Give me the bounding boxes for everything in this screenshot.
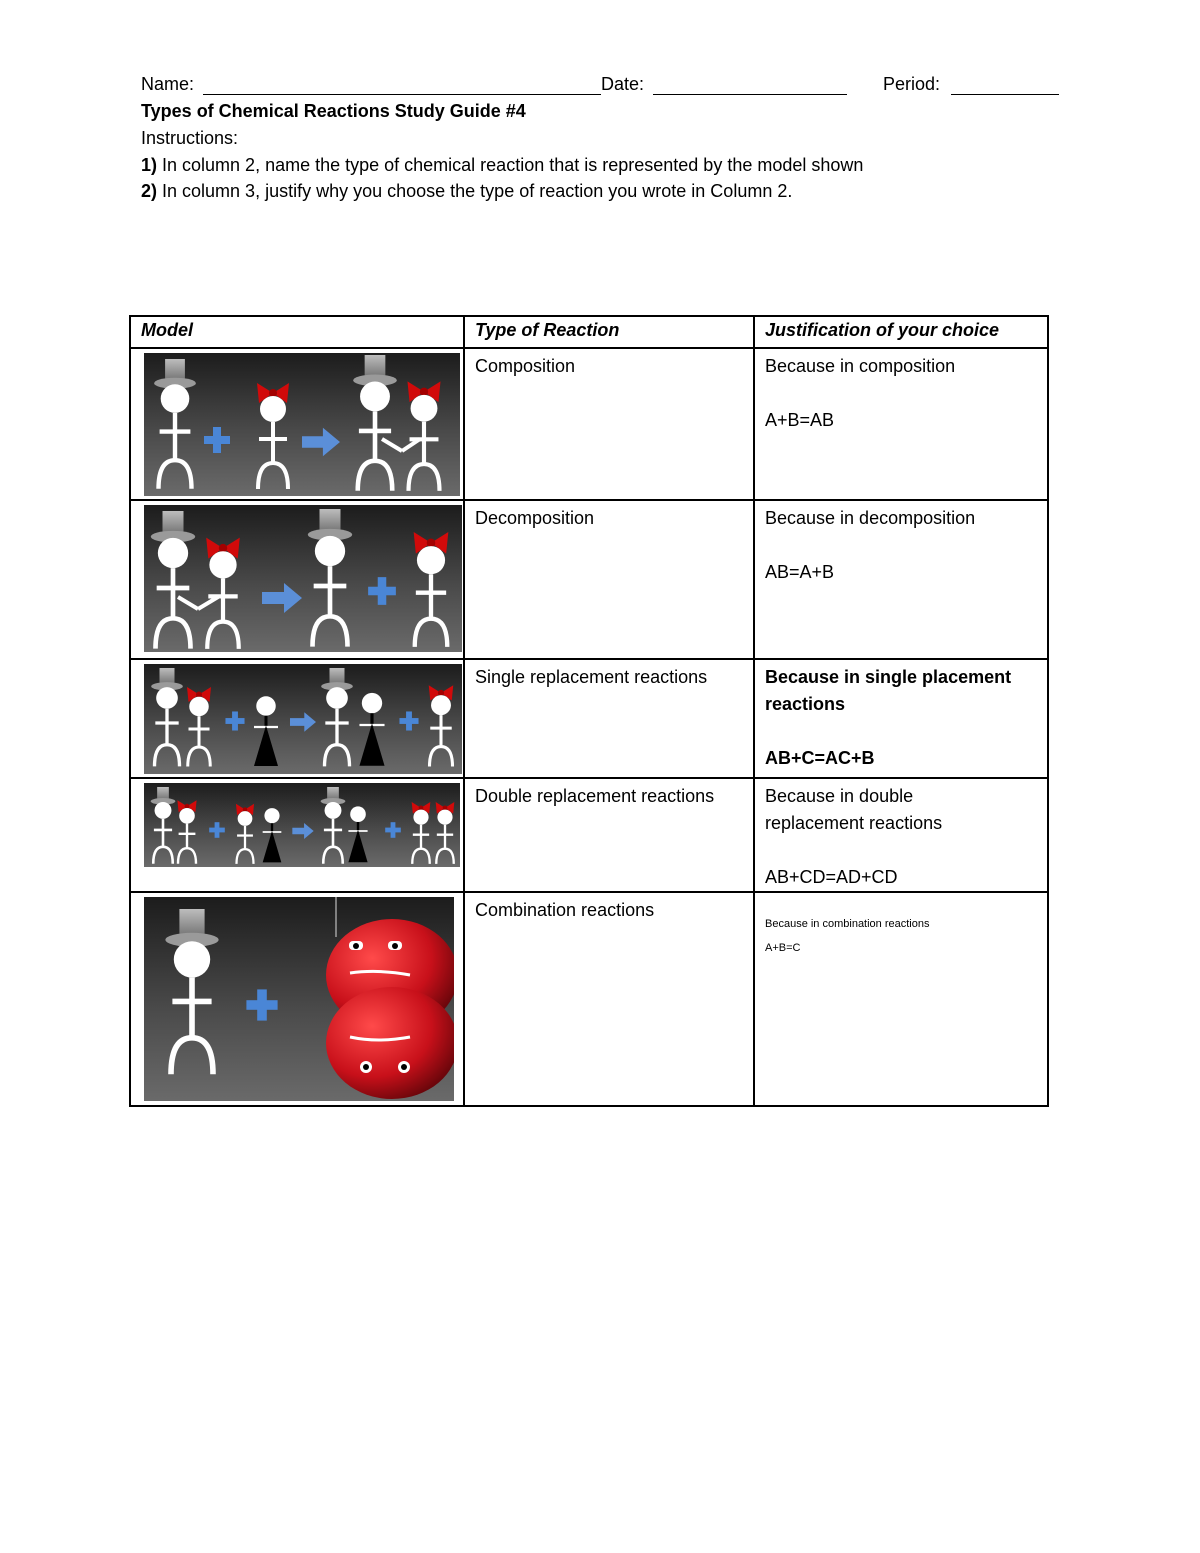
red-ball-bottom (326, 987, 454, 1099)
justification-cell[interactable] (754, 348, 1048, 500)
justification-cell[interactable] (754, 659, 1048, 778)
double-replacement-model-image (144, 783, 460, 867)
justification-line: Because in decomposition (765, 508, 976, 528)
type-cell[interactable] (464, 778, 754, 892)
reaction-type: Combination reactions (475, 900, 655, 920)
equation: AB+CD=AD+CD (765, 867, 898, 887)
instruction-step-2 (141, 179, 792, 203)
reaction-type: Single replacement reactions (475, 667, 708, 687)
name-date-period-line (141, 74, 1059, 98)
table-row (130, 892, 1048, 1106)
justification-line: Because in double (765, 786, 914, 806)
date-label: Date: (601, 74, 645, 94)
justification-line: replacement reactions (765, 813, 943, 833)
model-cell (130, 892, 464, 1106)
justification-cell[interactable] (754, 892, 1048, 1106)
model-cell (130, 500, 464, 659)
equation: AB+C=AC+B (765, 748, 875, 768)
justification-text (755, 893, 1047, 955)
justification-line: Because in single placement (765, 667, 1012, 687)
column-header-justification: Justification of your choice (754, 316, 1048, 348)
page-title: Types of Chemical Reactions Study Guide #4 (141, 101, 526, 121)
composition-model-image (144, 353, 460, 496)
name-label: Name: (141, 74, 195, 94)
type-cell[interactable] (464, 500, 754, 659)
table-row (130, 659, 1048, 778)
reaction-type: Double replacement reactions (475, 786, 715, 806)
justification-line: reactions (765, 694, 846, 714)
date-blank[interactable] (653, 94, 847, 95)
step-2-number: 2) (141, 181, 158, 201)
model-cell (130, 778, 464, 892)
table-row (130, 778, 1048, 892)
equation: A+B=C (765, 942, 801, 954)
reaction-type: Decomposition (475, 508, 595, 528)
step-2-text: In column 3, justify why you choose the type of reaction you wrote in Column 2. (157, 181, 793, 201)
decomposition-model-image (144, 505, 462, 652)
justification-cell[interactable] (754, 778, 1048, 892)
table-row (130, 500, 1048, 659)
reactions-table (129, 315, 1049, 1107)
combination-model-image (144, 897, 454, 1101)
single-replacement-model-image (144, 664, 462, 774)
type-cell[interactable] (464, 659, 754, 778)
justification-line: Because in combination reactions (765, 918, 930, 930)
period-label: Period: (883, 74, 941, 94)
justification-cell[interactable] (754, 500, 1048, 659)
justification-text (755, 779, 1047, 891)
type-cell[interactable] (464, 892, 754, 1106)
column-header-model: Model (130, 316, 464, 348)
model-cell (130, 348, 464, 500)
instruction-step-1 (141, 153, 863, 177)
table-row (130, 348, 1048, 500)
step-1-number: 1) (141, 155, 158, 175)
model-cell (130, 659, 464, 778)
type-cell[interactable] (464, 348, 754, 500)
step-1-text: In column 2, name the type of chemical reaction that is represented by the model shown (157, 155, 864, 175)
equation: AB=A+B (765, 562, 835, 582)
period-blank[interactable] (951, 94, 1059, 95)
table-header-row (130, 316, 1048, 348)
equation: A+B=AB (765, 410, 835, 430)
column-header-type: Type of Reaction (464, 316, 754, 348)
justification-text (755, 660, 1047, 772)
justification-text (755, 349, 1047, 434)
justification-line: Because in composition (765, 356, 956, 376)
justification-text (755, 501, 1047, 586)
instructions-label: Instructions: (141, 128, 239, 148)
reaction-type: Composition (475, 356, 576, 376)
name-blank[interactable] (203, 94, 601, 95)
